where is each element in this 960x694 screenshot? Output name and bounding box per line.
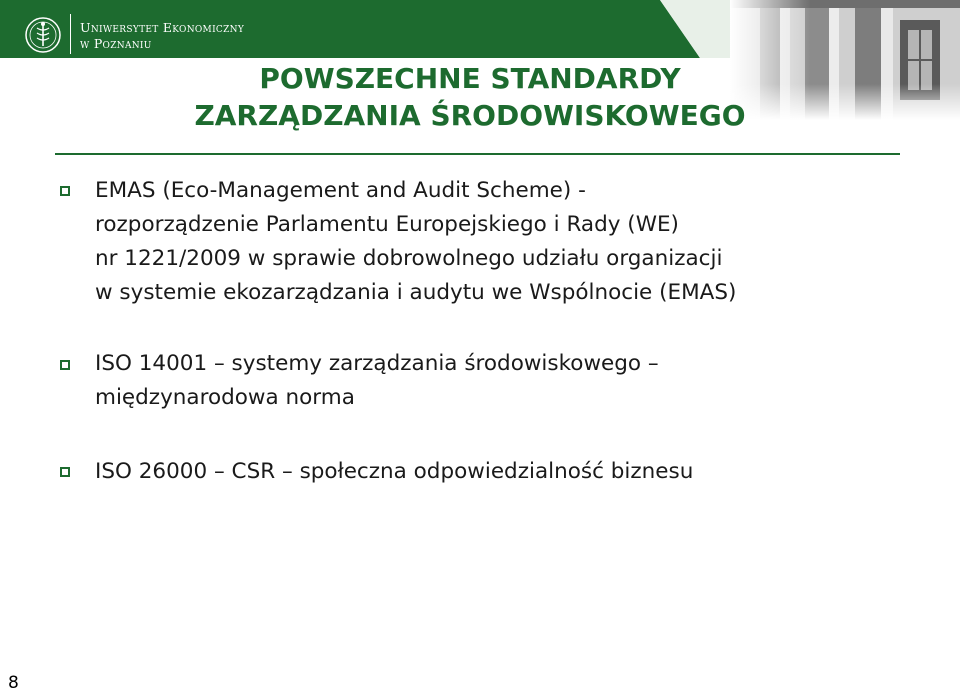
slide-title-line1: POWSZECHNE STANDARDY — [259, 62, 681, 95]
university-name-line2: w Poznaniu — [80, 36, 152, 51]
list-item-line: rozporządzenie Parlamentu Europejskiego i Rady (WE) — [95, 212, 679, 237]
university-logo-icon — [24, 16, 62, 54]
bullet-square-icon — [60, 467, 70, 477]
list-item — [95, 174, 915, 310]
list-item-line: nr 1221/2009 w sprawie dobrowolnego udziału organizacji — [95, 246, 723, 271]
page-number: 8 — [8, 673, 19, 693]
university-name — [80, 20, 244, 52]
list-item — [95, 455, 915, 489]
list-item — [95, 347, 915, 415]
slide-title-line2: ZARZĄDZANIA ŚRODOWISKOWEGO — [194, 99, 746, 132]
university-name-line1: Uniwersytet Ekonomiczny — [80, 20, 245, 35]
bullet-square-icon — [60, 360, 70, 370]
list-item-line: EMAS (Eco-Management and Audit Scheme) - — [95, 178, 586, 203]
list-item-line: międzynarodowa norma — [95, 385, 355, 410]
list-item-line: w systemie ekozarządzania i audytu we Wspólnocie (EMAS) — [95, 280, 737, 305]
bullet-square-icon — [60, 186, 70, 196]
list-item-line: ISO 14001 – systemy zarządzania środowiskowego – — [95, 351, 659, 376]
list-item-line: ISO 26000 – CSR – społeczna odpowiedzialność biznesu — [95, 459, 694, 484]
title-underline — [55, 153, 900, 155]
slide-title — [150, 60, 790, 134]
logo-divider — [70, 14, 71, 54]
